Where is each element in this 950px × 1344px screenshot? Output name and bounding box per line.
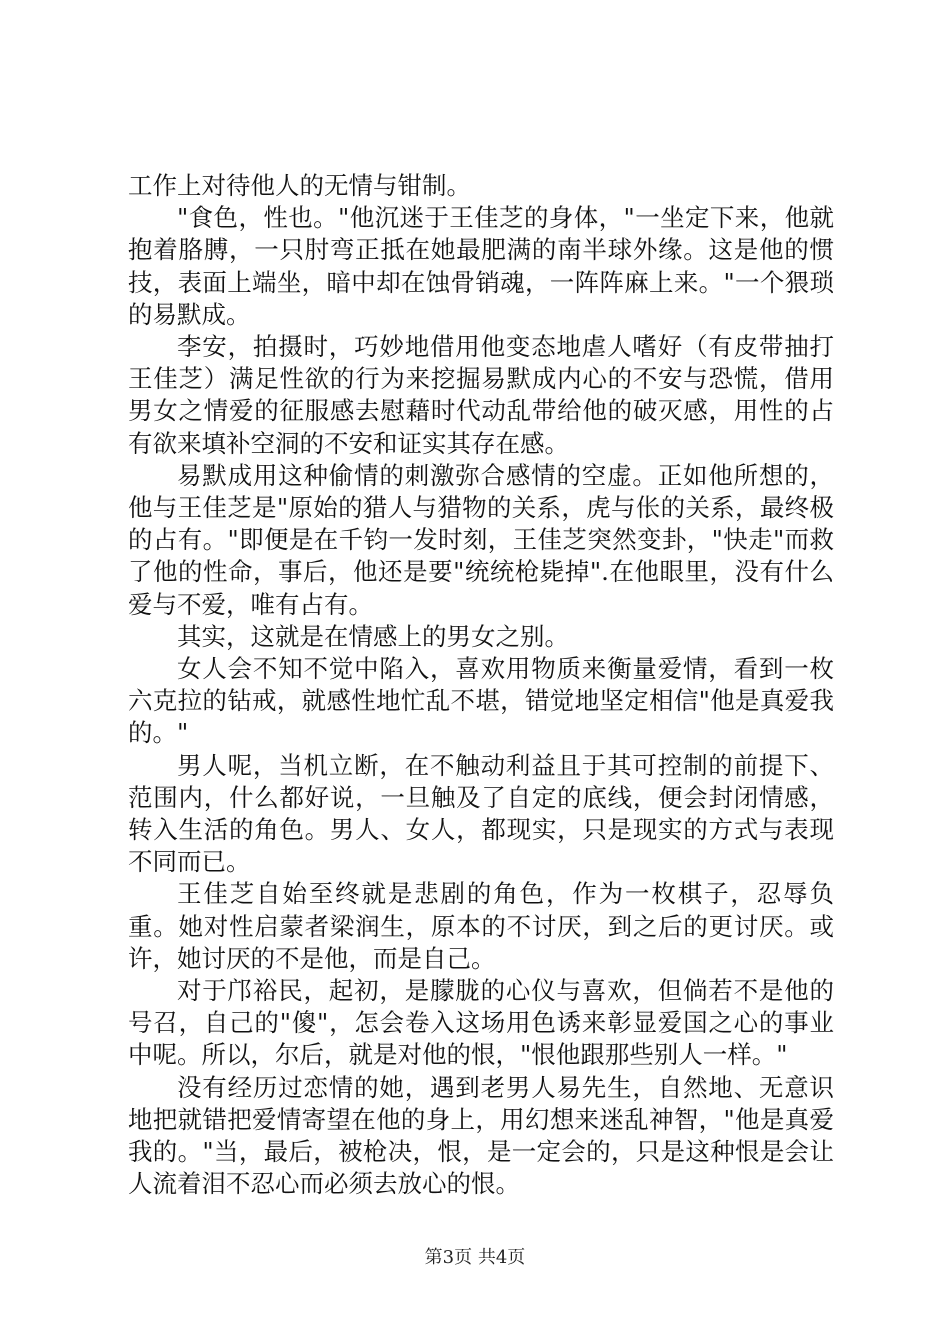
paragraph: 没有经历过恋情的她，遇到老男人易先生，自然地、无意识地把就错把爱情寄望在他的身上，用幻想来迷乱神智，"他是真爱我的。"当，最后，被枪决，恨，是一定会的，只是这种恨是会让人流着泪不忍心而必须去放心的恨。 — [128, 1072, 834, 1199]
body-text — [128, 170, 834, 1201]
paragraph: 其实，这就是在情感上的男女之别。 — [177, 621, 569, 651]
paragraph: 对于邝裕民，起初，是朦胧的心仪与喜欢，但倘若不是他的号召，自己的"傻"，怎会卷入这场用色诱来彰显爱国之心的事业中呢。所以，尔后，就是对他的恨，"恨他跟那些别人一样。" — [128, 976, 834, 1070]
paragraph: "食色，性也。"他沉迷于王佳芝的身体，"一坐定下来，他就抱着胳膊，一只肘弯正抵在她最肥满的南半球外缘。这是他的惯技，表面上端坐，暗中却在蚀骨销魂，一阵阵麻上来。"一个猥琐的易默成。 — [128, 203, 834, 329]
paragraph: 王佳芝自始至终就是悲剧的角色，作为一枚棋子，忍辱负重。她对性启蒙者梁润生，原本的不讨厌，到之后的更讨厌。或许，她讨厌的不是他，而是自己。 — [128, 879, 834, 973]
paragraph: 李安，拍摄时，巧妙地借用他变态地虐人嗜好（有皮带抽打王佳芝）满足性欲的行为来挖掘易默成内心的不安与恐慌，借用男女之情爱的征服感去慰藉时代动乱带给他的破灭感，用性的占有欲来填补空洞的不安和证实其存在感。 — [128, 332, 834, 458]
page-footer — [0, 1247, 950, 1269]
paragraph: 女人会不知不觉中陷入，喜欢用物质来衡量爱情，看到一枚六克拉的钻戒，就感性地忙乱不堪，错觉地坚定相信"他是真爱我的。" — [128, 654, 834, 748]
paragraph: 男人呢，当机立断，在不触动利益且于其可控制的前提下、范围内，什么都好说，一旦触及了自定的底线，便会封闭情感，转入生活的角色。男人、女人，都现实，只是现实的方式与表现不同而已。 — [128, 750, 834, 877]
paragraph: 工作上对待他人的无情与钳制。 — [128, 171, 471, 200]
paragraph: 易默成用这种偷情的刺激弥合感情的空虚。正如他所想的，他与王佳芝是"原始的猎人与猎物的关系，虎与伥的关系，最终极的占有。"即便是在千钧一发时刻，王佳芝突然变卦，"快走"而救了他的性命，事后，他还是要"统统枪毙掉".在他眼里，没有什么爱与不爱，唯有占有。 — [128, 460, 834, 619]
page-number-label: 第3页 共4页 — [424, 1247, 526, 1268]
